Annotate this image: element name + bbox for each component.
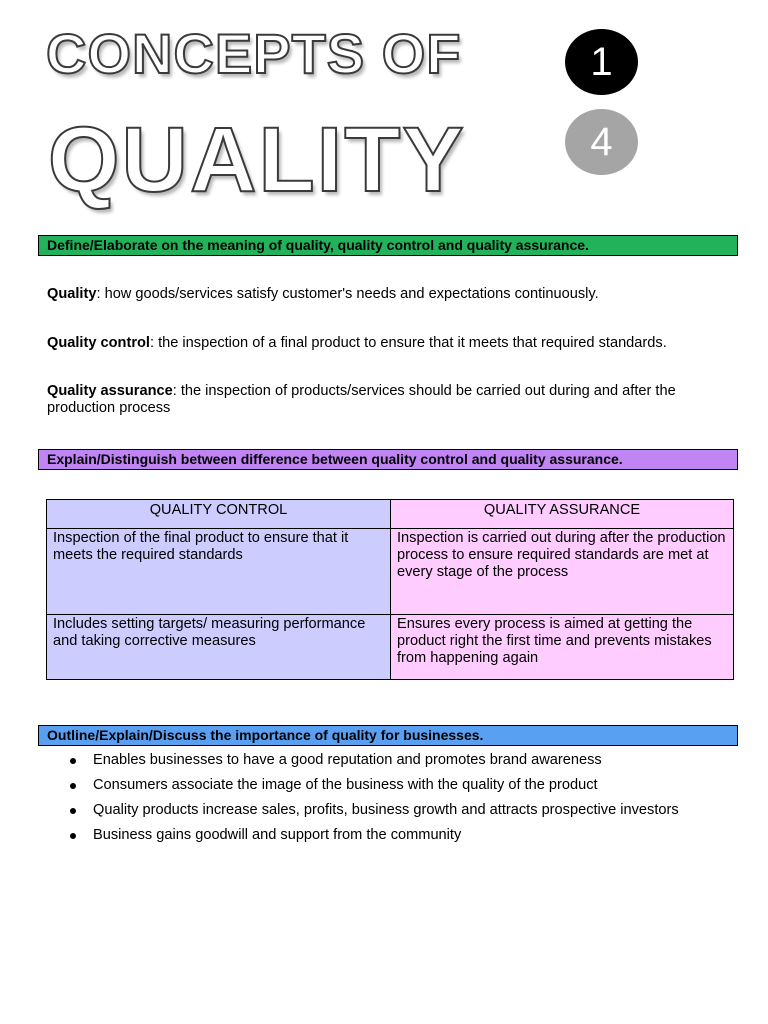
importance-list	[0, 752, 768, 852]
table-cell: Ensures every process is aimed at getting the product right the first time and prevents mistakes from happening again	[391, 615, 734, 680]
list-item-text: Quality products increase sales, profits, business growth and attracts prospective investors	[93, 802, 679, 818]
table-row	[47, 529, 734, 615]
table-cell: Includes setting targets/ measuring performance and taking corrective measures	[47, 615, 391, 680]
table-cell: Inspection is carried out during after the production process to ensure required standards are met at every stage of the process	[391, 529, 734, 615]
definition-quality-assurance	[47, 383, 727, 417]
bullet-icon	[70, 783, 76, 789]
list-item	[0, 752, 768, 769]
comparison-table	[46, 499, 734, 680]
table-row	[47, 615, 734, 680]
list-item-text: Enables businesses to have a good reputation and promotes brand awareness	[93, 752, 602, 768]
definition-text: : the inspection of products/services should be carried out during and after the production process	[47, 383, 676, 416]
table-header-quality-control: QUALITY CONTROL	[47, 500, 391, 529]
table-header-quality-assurance: QUALITY ASSURANCE	[391, 500, 734, 529]
table-header-row	[47, 500, 734, 529]
definition-term: Quality control	[47, 335, 150, 351]
number-badge-bottom: 4	[565, 109, 638, 175]
definition-text: : the inspection of a final product to ensure that it meets that required standards.	[149, 335, 667, 351]
list-item-text: Consumers associate the image of the business with the quality of the product	[93, 777, 598, 793]
section-heading-definitions: Define/Elaborate on the meaning of quality, quality control and quality assurance.	[38, 235, 738, 256]
bullet-icon	[70, 808, 76, 814]
bullet-icon	[70, 833, 76, 839]
definition-quality-control	[47, 335, 727, 352]
section-heading-differences: Explain/Distinguish between difference between quality control and quality assurance.	[38, 449, 738, 470]
title-line-2: QUALITY	[48, 109, 466, 211]
number-badge-top: 1	[565, 29, 638, 95]
section-heading-importance: Outline/Explain/Discuss the importance of quality for businesses.	[38, 725, 738, 746]
list-item-text: Business gains goodwill and support from the community	[93, 827, 462, 843]
definition-text: : how goods/services satisfy customer's needs and expectations continuously.	[96, 286, 599, 302]
definition-term: Quality	[47, 286, 97, 302]
list-item	[0, 827, 768, 844]
definition-term: Quality assurance	[47, 383, 173, 399]
title-line-1: CONCEPTS OF	[46, 22, 462, 85]
list-item	[0, 802, 768, 819]
bullet-icon	[70, 758, 76, 764]
definition-quality	[47, 286, 727, 303]
table-cell: Inspection of the final product to ensure that it meets the required standards	[47, 529, 391, 615]
list-item	[0, 777, 768, 794]
